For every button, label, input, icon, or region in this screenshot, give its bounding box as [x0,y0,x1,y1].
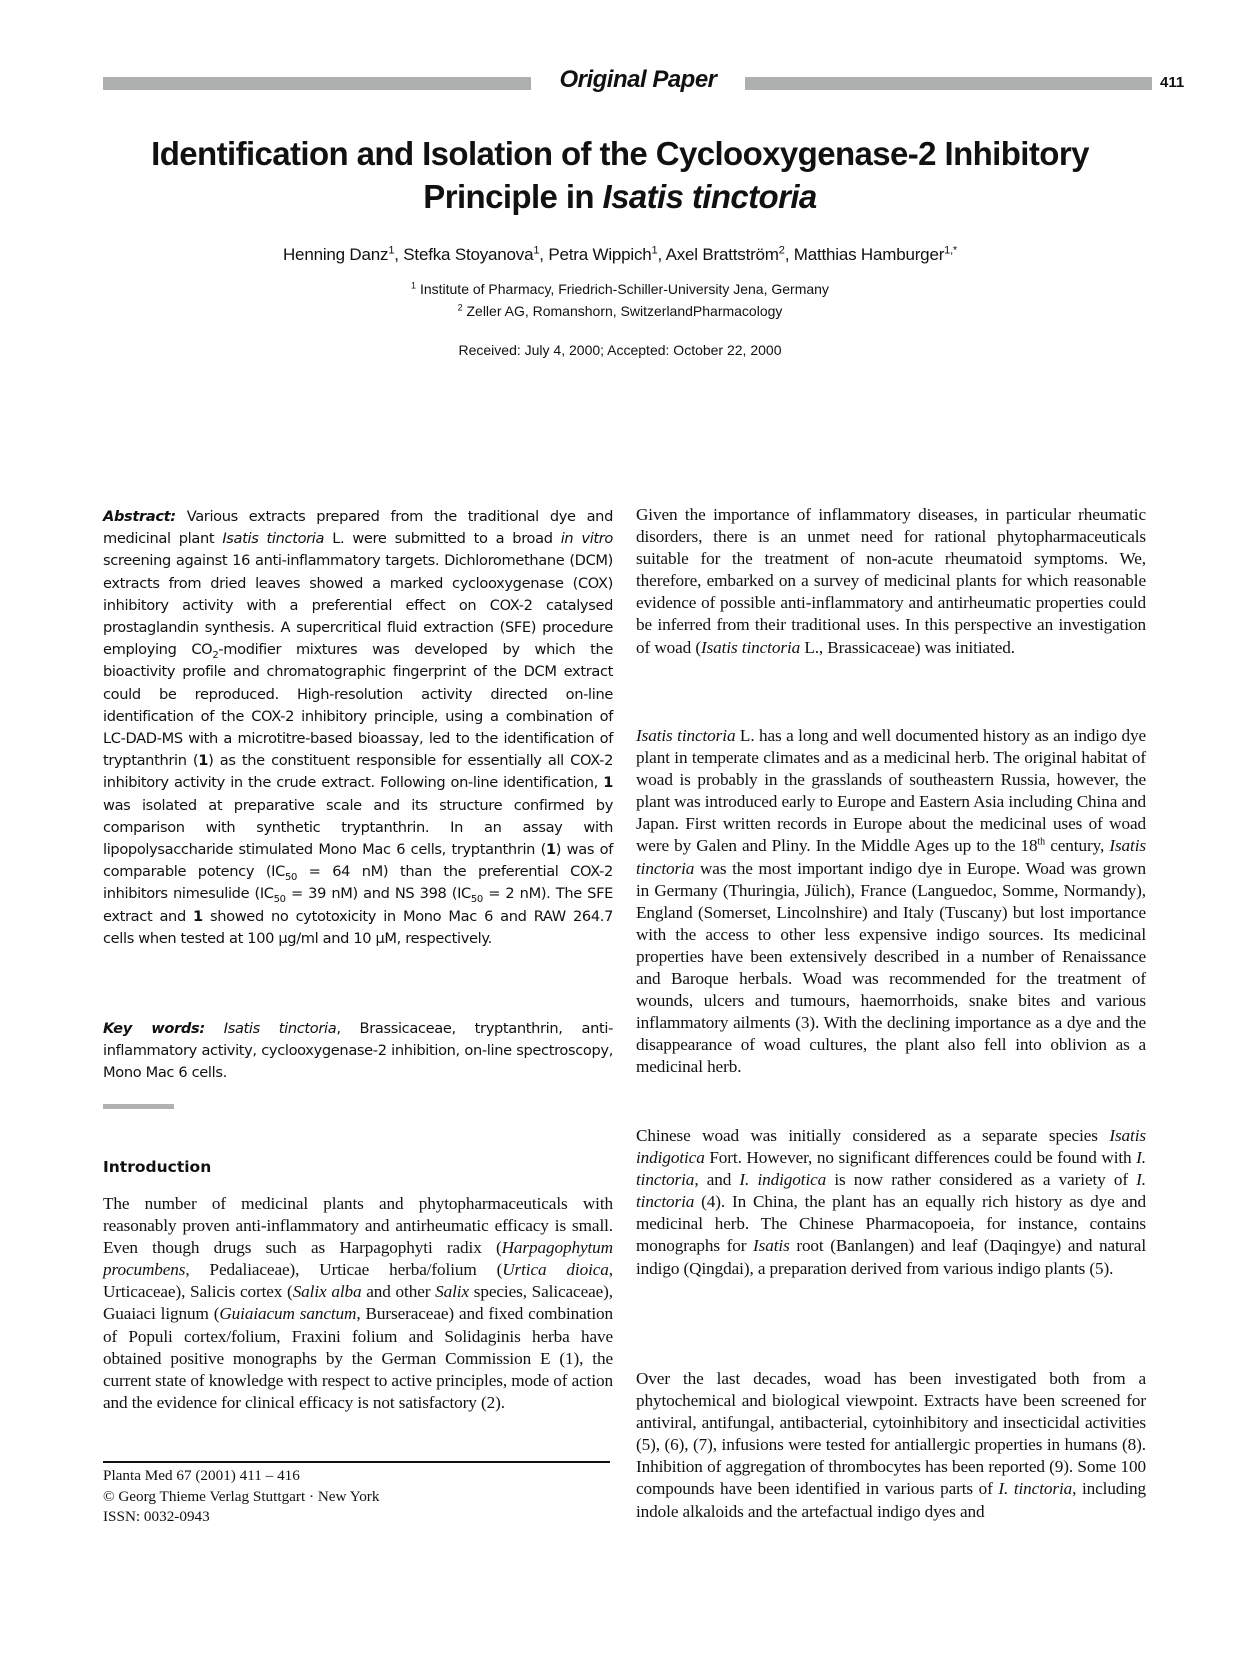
introduction-heading: Introduction [103,1158,212,1176]
journal-citation: Planta Med 67 (2001) 411 – 416 [103,1467,300,1484]
right-paragraph-2: Isatis tinctoria L. has a long and well documented history as an indigo dye plant in temperate climates and as a medicinal herb. The original habitat of woad is probably in the grasslands of southeastern Russia, however, the plant was introduced early to Europe and Eastern Asia including China and Japan. First written records in Europe about the medicinal uses of woad were by Galen and Pliny. In the Middle Ages up to the 18th century, Isatis tinctoria was the most important indigo dye in Europe. Woad was grown in Germany (Thuringia, Jülich), France (Languedoc, Somme, Normandy), England (Somerset, Lincolnshire) and Italy (Tuscany) but lost importance with the access to other less expensive indigo sources. Its medicinal properties have been extensively described in a number of Renaissance and Baroque herbals. Woad was recommended for the treatment of wounds, ulcers and tumours, haemorrhoids, snake bites and various inflammatory ailments (3). With the declining importance as a dye and the disappearance of woad cultures, the plant also fell into oblivion as a medicinal herb. [636,726,1146,1077]
abstract: Abstract: Various extracts prepared from the traditional dye and medicinal plant Isatis tinctoria L. were submitted to a broad in vitro screening against 16 anti-inflammatory targets. Dichloromethane (DCM) extracts from dried leaves showed a marked cyclooxygenase (COX) inhibitory activity with a preferential effect on COX-2 catalysed prostaglandin synthesis. A supercritical fluid extraction (SFE) procedure employing $CO_2$-modifier mixtures was developed by which the bioactivity profile and chromatographic fingerprint of the DCM extract could be reproduced. High-resolution activity directed on-line identification of the COX-2 inhibitory principle, using a combination of LC-DAD-MS with a microtitre-based bioassay, led to the identification of tryptanthrin (1) as the constituent responsible for essentially all COX-2 inhibitory activity in the crude extract. Following on-line identification, 1 was isolated at preparative scale and its structure confirmed by comparison with synthetic tryptanthrin. In an assay with lipopolysaccharide stimulated Mono Mac 6 cells, tryptanthrin (1) was of comparable potency ($IC_{50} = 64$ nM) than the preferential COX-2 inhibitors nimesulide ($IC_{50} = 39$ nM) and NS 398 ($IC_{50} = 2$ nM). The SFE extract and 1 showed no cytotoxicity in Mono Mac 6 and RAW 264.7 cells when tested at 100 μg/ml and 10 μM, respectively. [103,508,613,947]
header-rule-left [103,77,531,90]
author: Matthias Hamburger$^{1,*}$ [793,244,958,264]
abstract-label: Abstract: [103,508,176,525]
affiliation-1: $^1$ Institute of Pharmacy, Friedrich-Schiller-University Jena, Germany [411,280,829,297]
keywords-label: Key words: [103,1020,205,1037]
title-line-1: Identification and Isolation of the Cyclooxygenase-2 Inhibitory [151,135,1089,172]
author: Axel Brattström$^2$ [665,244,785,264]
right-paragraph-3: Chinese woad was initially considered as a separate species Isatis indigotica Fort. However, no significant differences could be found with I. tinctoria, and I. indigotica is now rather considered as a variety of I. tinctoria (4). In China, the plant has an equally rich history as dye and medicinal herb. The Chinese Pharmacopoeia, for instance, contains monographs for Isatis root (Banlangen) and leaf (Daqingye) and natural indigo (Qingdai), a preparation derived from various indigo plants (5). [636,1126,1147,1278]
author: Petra Wippich$^1$ [548,244,658,264]
right-paragraph-1: Given the importance of inflammatory diseases, in particular rheumatic disorders, there is an unmet need for rational phytopharmaceuticals suitable for the treatment of non-acute rheumatoid symptoms. We, therefore, embarked on a survey of medicinal plants for which reasonable evidence of possible anti-inflammatory and antirheumatic properties could be inferred from their traditional uses. In this perspective an investigation of woad (Isatis tinctoria L., Brassicaceae) was initiated. [636,505,1146,657]
title-species: Isatis tinctoria [602,178,817,215]
received-accepted-dates: Received: July 4, 2000; Accepted: October 22, 2000 [458,342,782,358]
title-line-2 [100,175,1140,218]
journal-footer [103,1466,379,1528]
section-label: Original Paper [559,66,717,93]
publisher: © Georg Thieme Verlag Stuttgart · New York [103,1487,380,1505]
author: Henning Danz$^1$ [282,244,395,264]
introduction-paragraph-1: The number of medicinal plants and phytopharmaceuticals with reasonably proven anti-inflammatory and antirheumatic efficacy is small. Even though drugs such as Harpagophyti radix (Harpagophytum procumbens, Pedaliaceae), Urticae herba/folium (Urtica dioica, Urticaceae), Salicis cortex (Salix alba and other Salix species, Salicaceae), Guaiaci lignum (Guiaiacum sanctum, Burseraceae) and fixed combination of Populi cortex/folium, Fraxini folium and Solidaginis herba have obtained positive monographs by the German Commission E (1), the current state of knowledge with respect to active principles, mode of action and the evidence for clinical efficacy is not satisfactory (2). [103,1194,613,1412]
header-rule-right [745,77,1152,90]
page-number: 411 [1160,74,1185,91]
title-line-2-text: Principle in [423,178,603,215]
section-divider [103,1104,174,1109]
issn: ISSN: 0032-0943 [103,1508,210,1525]
keywords: Key words: Isatis tinctoria, Brassicaceae, tryptanthrin, anti-inflammatory activity, cyclooxygenase-2 inhibition, on-line spectroscopy, Mono Mac 6 cells. [103,1020,613,1082]
author: Stefka Stoyanova$^1$ [403,244,540,264]
right-paragraph-4: Over the last decades, woad has been investigated both from a phytochemical and biological viewpoint. Extracts have been screened for antiviral, antifungal, antibacterial, cytoinhibitory and insecticidal activities (5), (6), (7), infusions were tested for antiallergic properties in humans (8). Inhibition of aggregation of thrombocytes has been reported (9). Some 100 compounds have been identified in various parts of I. tinctoria, including indole alkaloids and the artefactual indigo dyes and [636,1369,1146,1521]
paper-title [100,132,1140,218]
affiliation-2: $^2$ Zeller AG, Romanshorn, SwitzerlandPharmacology [457,302,783,319]
author-list: Henning Danz$^1$, Stefka Stoyanova$^1$, Petra Wippich$^1$, Axel Brattström$^2$, Matthias Hamburger$^{1,*}$ [282,244,958,264]
footer-rule [103,1461,610,1463]
